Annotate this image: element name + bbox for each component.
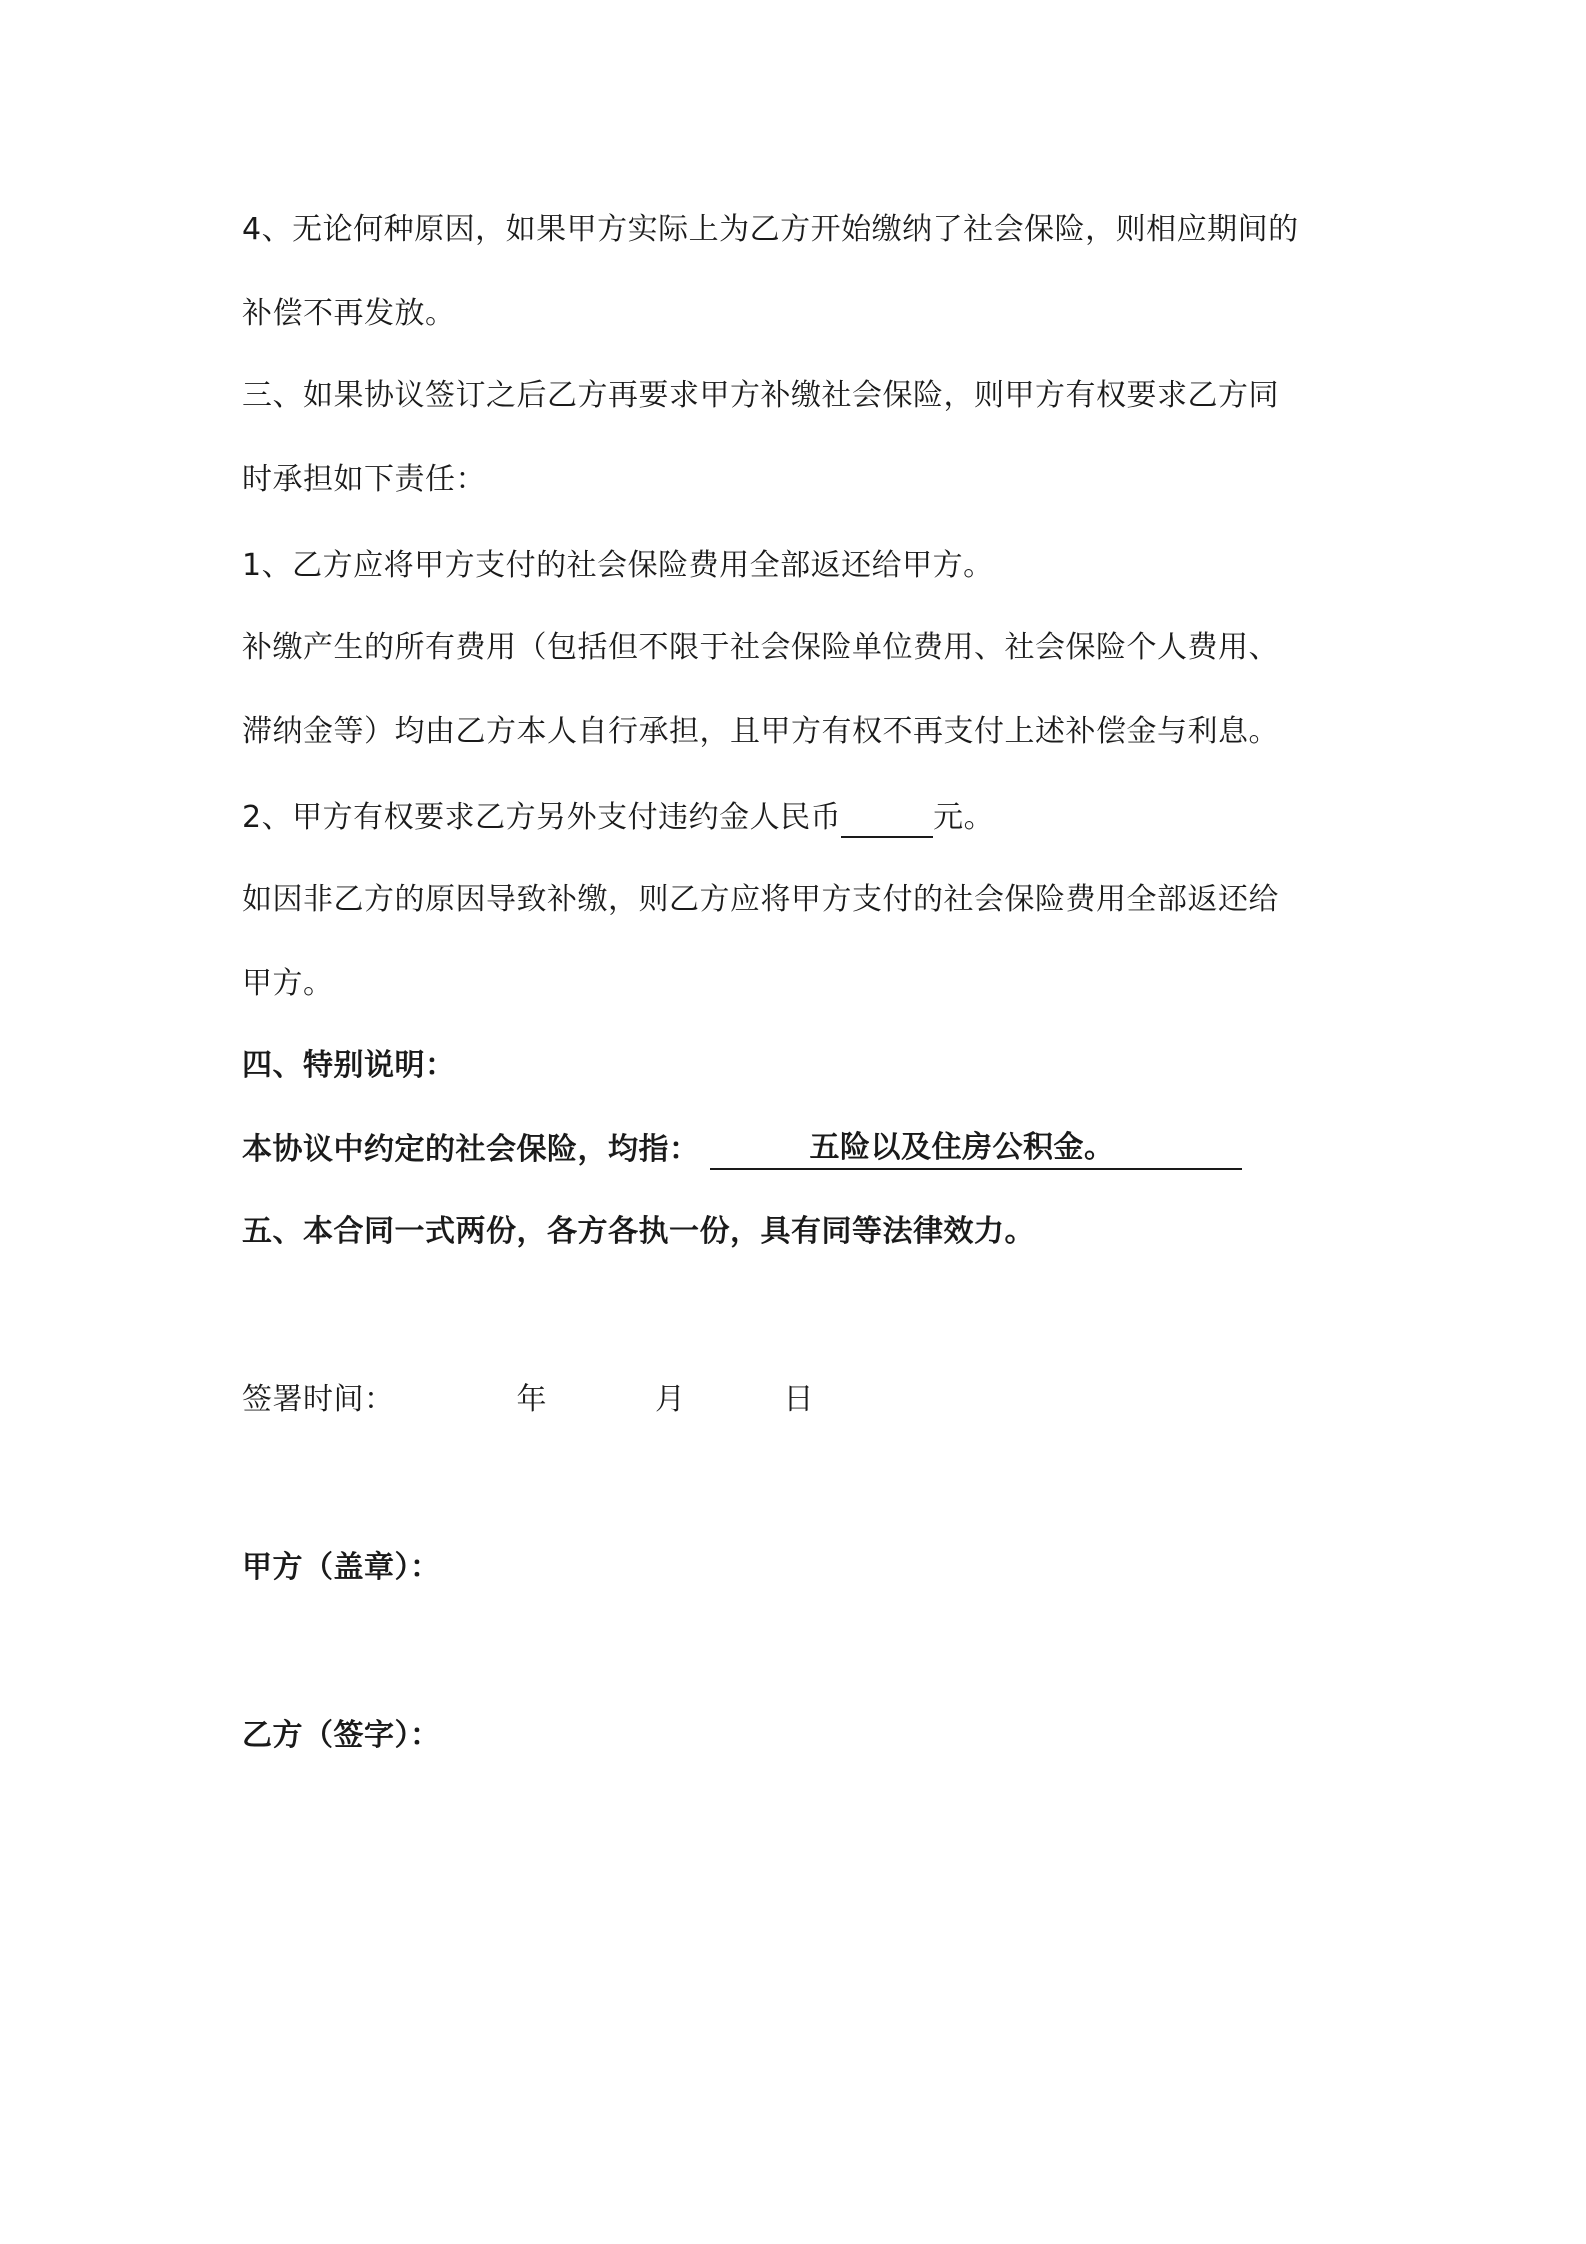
section-3-line-2: 时承担如下责任：	[242, 462, 486, 497]
clause-4-line-1: 4、无论何种原因，如果甲方实际上为乙方开始缴纳了社会保险，则相应期间的	[242, 212, 1299, 247]
signing-date-label: 签署时间：	[242, 1382, 395, 1417]
penalty-amount-blank	[841, 802, 933, 838]
section-4-heading: 四、特别说明：	[242, 1048, 456, 1083]
signing-date-line	[242, 1380, 814, 1420]
signing-date-year: 年	[516, 1382, 547, 1417]
section-4-text-prefix: 本协议中约定的社会保险，均指：	[242, 1132, 700, 1167]
insurance-scope-underline	[710, 1130, 1242, 1170]
clause-4-line-2: 补偿不再发放。	[242, 296, 456, 331]
signing-date-month: 月	[655, 1382, 686, 1417]
section-3-item-2-prefix: 2、甲方有权要求乙方另外支付违约金人民币	[242, 800, 842, 835]
section-3-item-2-note-line-2: 甲方。	[242, 966, 334, 1001]
signing-date-day: 日	[783, 1382, 814, 1417]
section-3-item-2-note-line-1: 如因非乙方的原因导致补缴，则乙方应将甲方支付的社会保险费用全部返还给	[242, 882, 1279, 917]
section-3-line-1: 三、如果协议签订之后乙方再要求甲方补缴社会保险，则甲方有权要求乙方同	[242, 378, 1279, 413]
insurance-scope-value: 五险以及住房公积金。	[809, 1130, 1115, 1165]
section-3-item-2-suffix: 元。	[933, 800, 995, 835]
section-3-item-1: 1、乙方应将甲方支付的社会保险费用全部返还给甲方。	[242, 548, 994, 583]
section-3-item-1-note-line-1: 补缴产生的所有费用（包括但不限于社会保险单位费用、社会保险个人费用、	[242, 630, 1279, 665]
party-a-seal: 甲方（盖章）：	[242, 1550, 441, 1585]
section-3-item-2	[242, 798, 994, 838]
party-b-signature: 乙方（签字）：	[242, 1718, 441, 1753]
section-5: 五、本合同一式两份，各方各执一份，具有同等法律效力。	[242, 1214, 1035, 1249]
section-4-text	[242, 1130, 1242, 1170]
section-3-item-1-note-line-2: 滞纳金等）均由乙方本人自行承担，且甲方有权不再支付上述补偿金与利息。	[242, 714, 1279, 749]
